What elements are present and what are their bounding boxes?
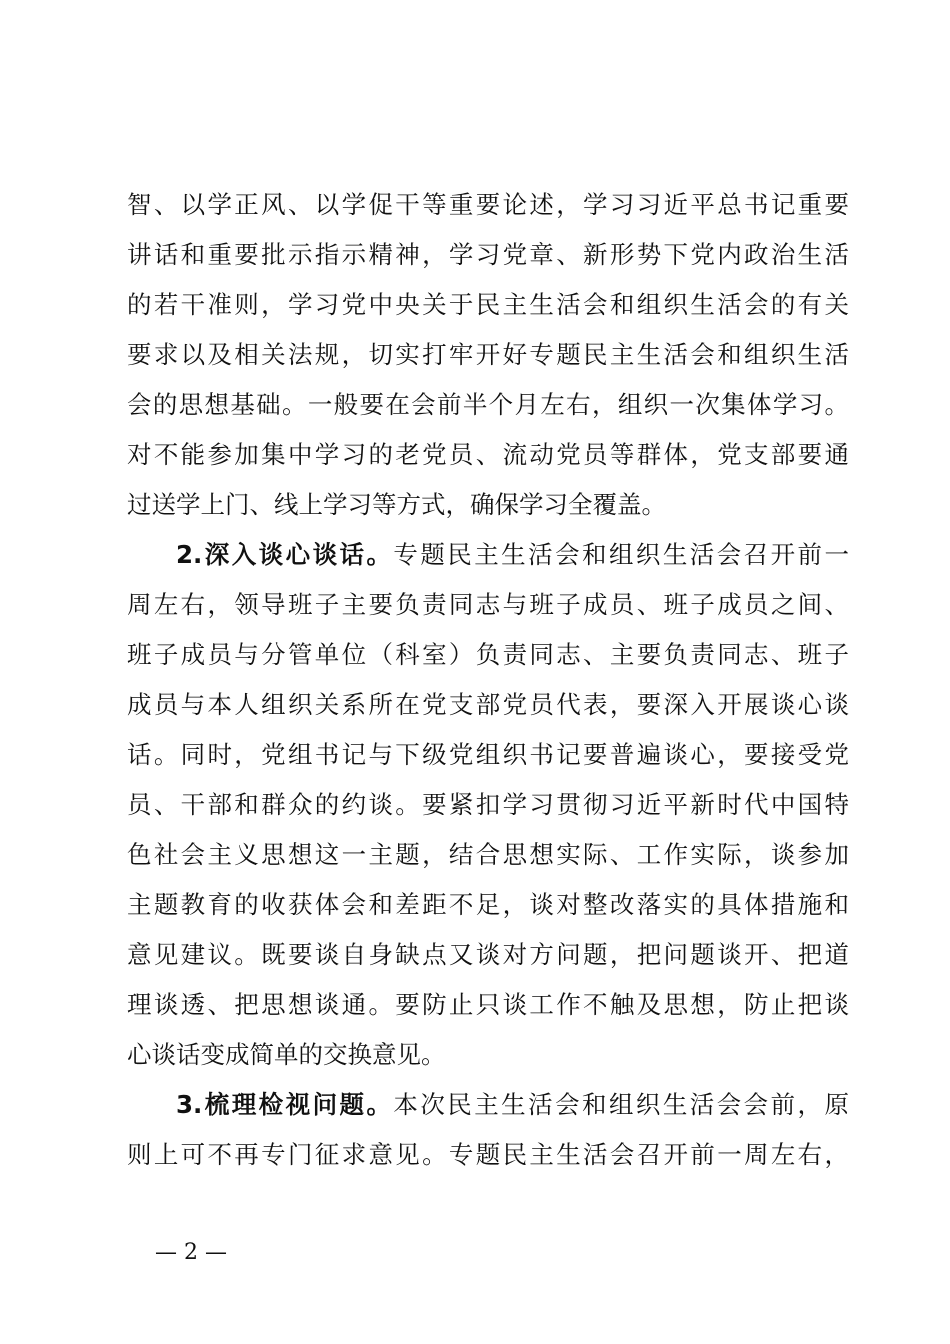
text-line: 理谈透、把思想谈通。要防止只谈工作不触及思想，防止把谈 — [127, 990, 849, 1019]
text-line — [127, 1080, 849, 1130]
text-line: 意见建议。既要谈自身缺点又谈对方问题，把问题谈开、把道 — [127, 940, 849, 969]
heading-line-text: 专题民主生活会和组织生活会召开前一 — [393, 540, 849, 569]
heading-line-text: 本次民主生活会和组织生活会会前，原 — [393, 1090, 849, 1119]
text-line: 要求以及相关法规，切实打牢开好专题民主生活会和组织生活 — [127, 340, 849, 369]
text-line: 过送学上门、线上学习等方式，确保学习全覆盖。 — [127, 490, 666, 519]
text-line: 主题教育的收获体会和差距不足，谈对整改落实的具体措施和 — [127, 890, 849, 919]
text-line: 员、干部和群众的约谈。要紧扣学习贯彻习近平新时代中国特 — [127, 790, 849, 819]
section-heading: 3.梳理检视问题。 — [176, 1090, 394, 1119]
text-line: 话。同时，党组书记与下级党组织书记要普遍谈心，要接受党 — [127, 740, 849, 769]
text-line: 讲话和重要批示指示精神，学习党章、新形势下党内政治生活 — [127, 240, 849, 269]
paragraph-review-issues — [127, 1080, 849, 1180]
text-line: 心谈话变成简单的交换意见。 — [127, 1040, 446, 1069]
text-line: 班子成员与分管单位（科室）负责同志、主要负责同志、班子 — [127, 640, 849, 669]
paragraph-heart-to-heart-talks — [127, 530, 849, 1080]
text-line: 的若干准则，学习党中央关于民主生活会和组织生活会的有关 — [127, 290, 849, 319]
text-line: 会的思想基础。一般要在会前半个月左右，组织一次集体学习。 — [127, 390, 849, 419]
text-line: 色社会主义思想这一主题，结合思想实际、工作实际，谈参加 — [127, 840, 849, 869]
text-line: 智、以学正风、以学促干等重要论述，学习习近平总书记重要 — [127, 190, 849, 219]
text-line: 对不能参加集中学习的老党员、流动党员等群体，党支部要通 — [127, 440, 849, 469]
text-line: 成员与本人组织关系所在党支部党员代表，要深入开展谈心谈 — [127, 690, 849, 719]
section-heading: 2.深入谈心谈话。 — [176, 540, 394, 569]
text-line — [127, 530, 849, 580]
page-number: — 2 — — [155, 1240, 227, 1265]
text-line: 周左右，领导班子主要负责同志与班子成员、班子成员之间、 — [127, 590, 849, 619]
paragraph-study — [127, 180, 849, 530]
text-line: 则上可不再专门征求意见。专题民主生活会召开前一周左右， — [127, 1140, 849, 1169]
